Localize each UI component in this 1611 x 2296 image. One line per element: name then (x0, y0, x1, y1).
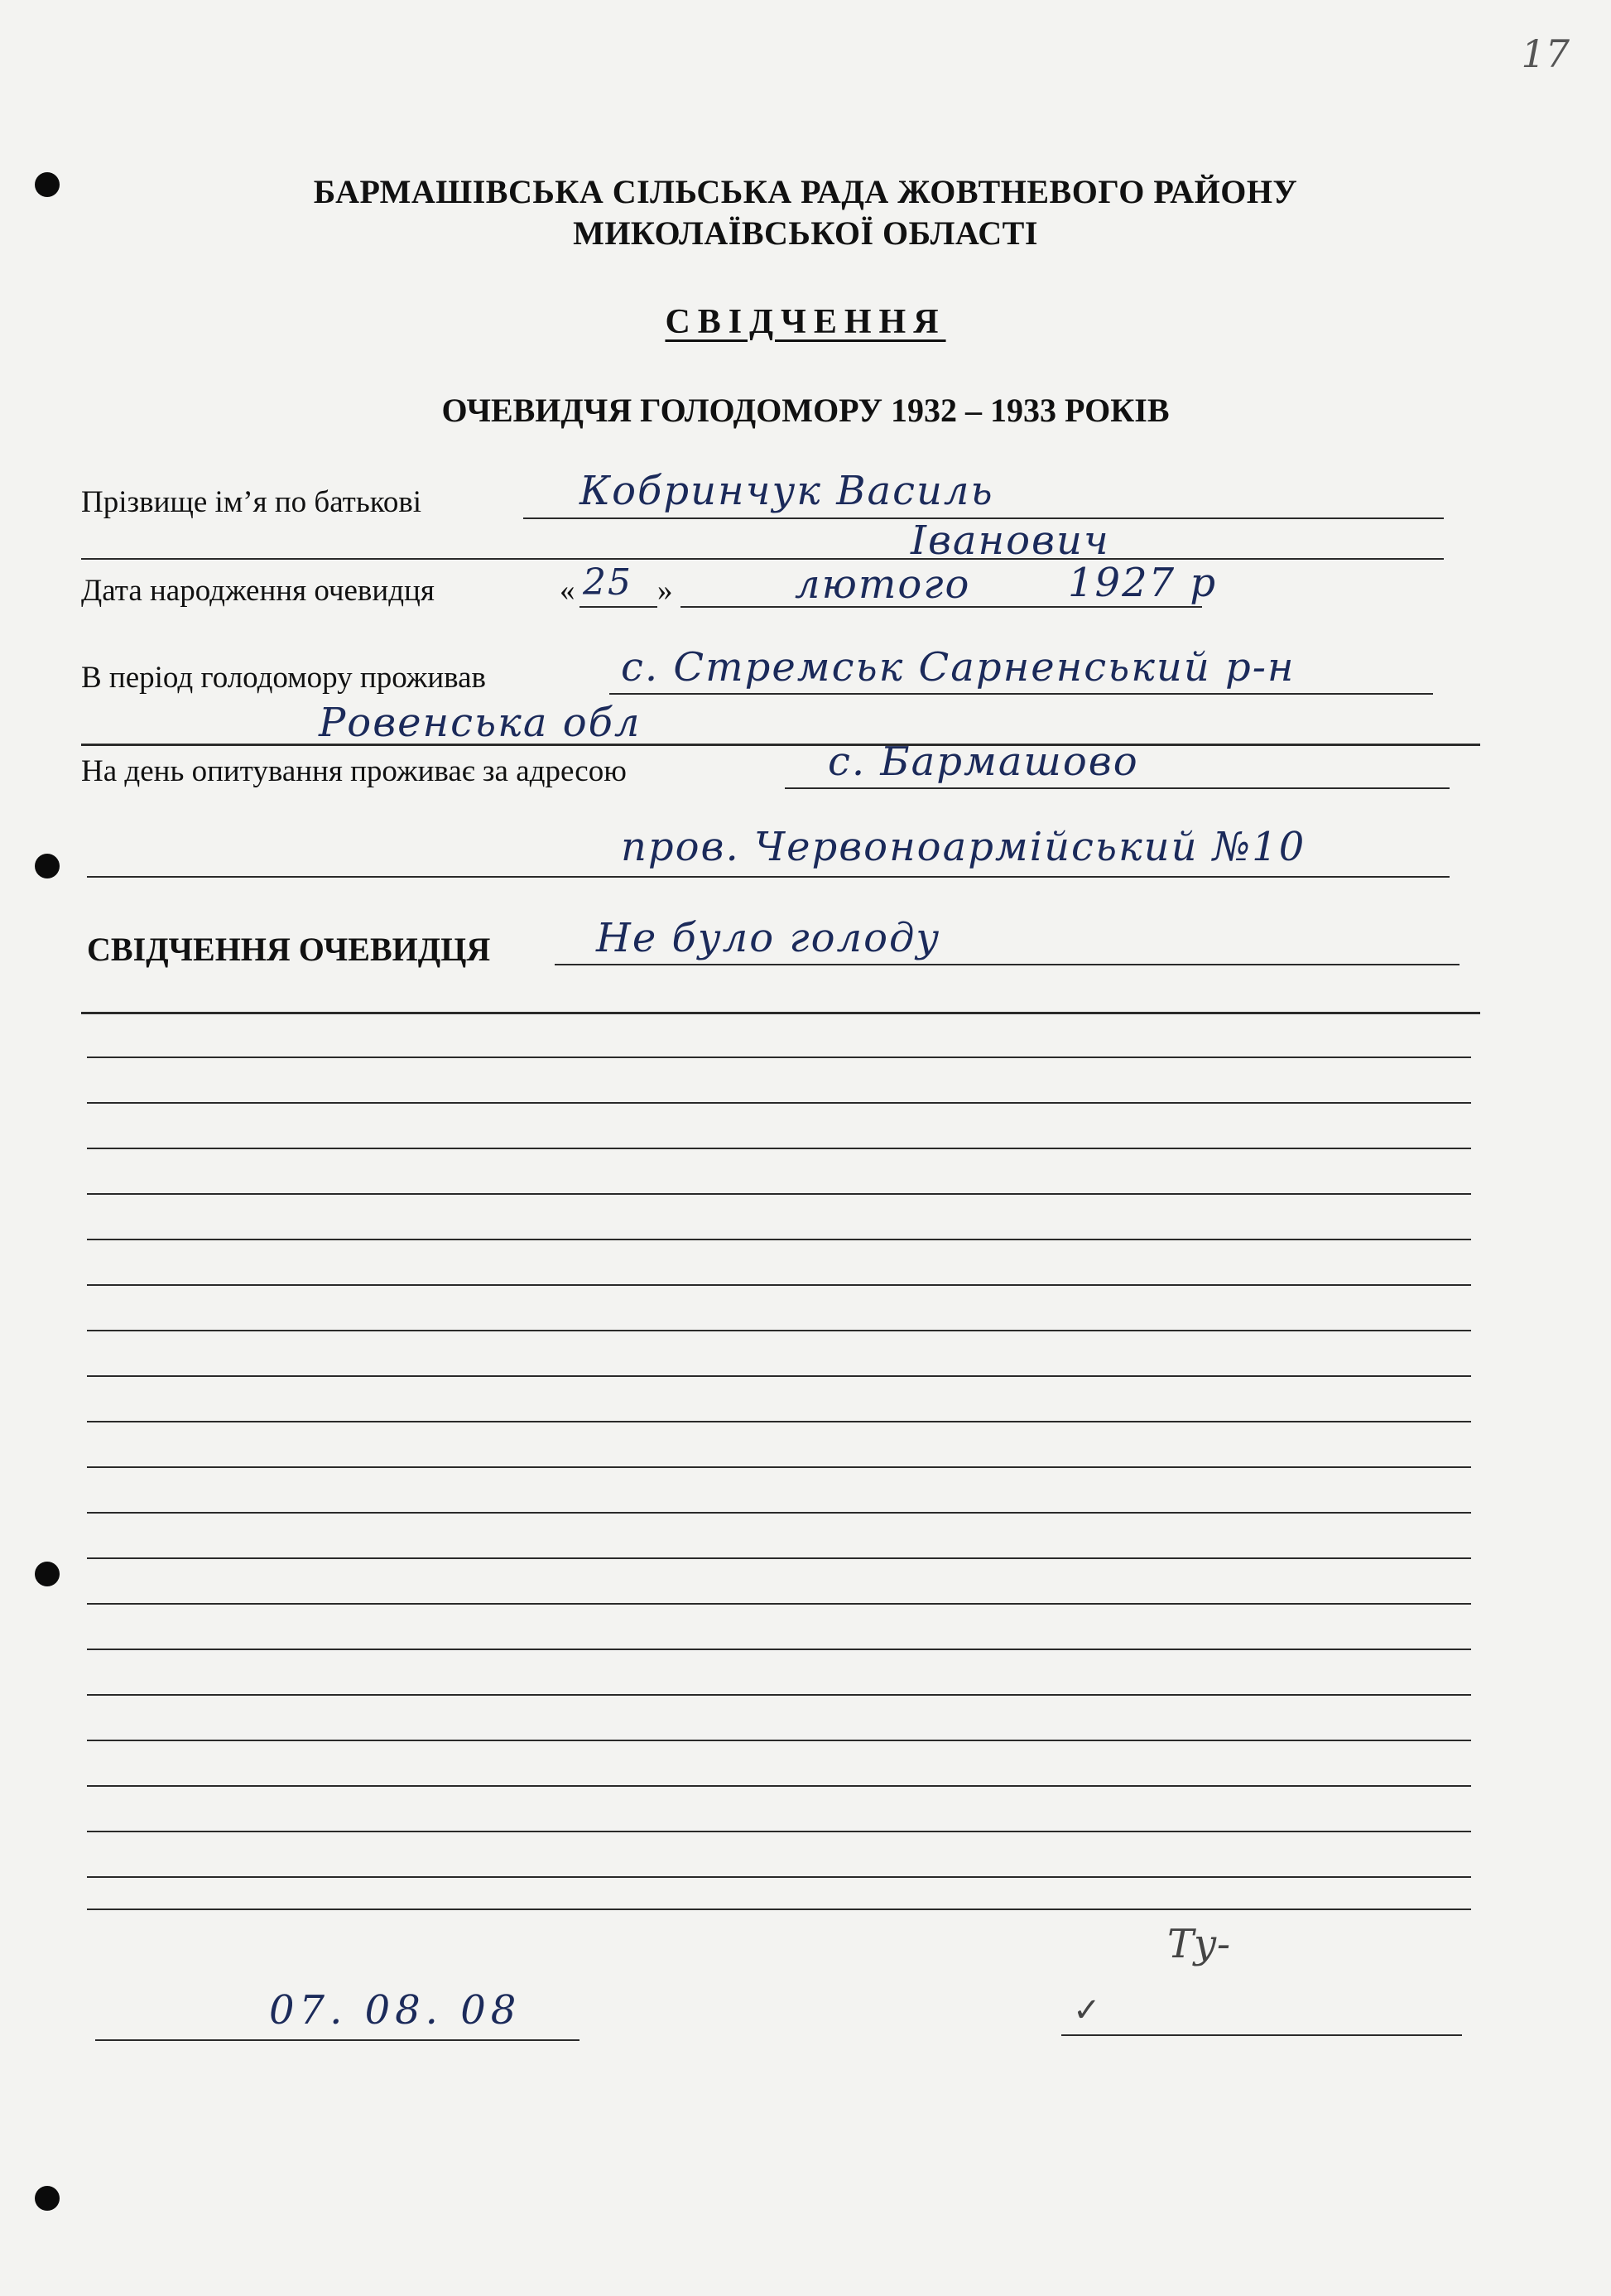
testimony-label: СВІДЧЕННЯ ОЧЕВИДЦЯ (87, 931, 491, 968)
residence-period-label: В період голодомору проживав (81, 661, 487, 695)
birth-day-line (579, 606, 657, 608)
current-address-value-1: с. Бармашово (828, 739, 1139, 785)
footer-signature-line (1061, 2034, 1462, 2036)
punch-hole (35, 2186, 60, 2211)
birth-year-value: 1927 р (1068, 560, 1218, 606)
ruled-line (87, 1740, 1471, 1741)
name-value-1: Кобринчук Василь (579, 468, 994, 514)
ruled-line (87, 1512, 1471, 1514)
birth-month-value: лютого (795, 561, 971, 608)
header-line-2: МИКОЛАЇВСЬКОЇ ОБЛАСТІ (573, 214, 1038, 252)
footer-date-line (95, 2039, 579, 2041)
ruled-line (87, 1102, 1471, 1104)
testimony-line (555, 964, 1460, 965)
ruled-line (87, 1831, 1471, 1832)
name-value-2: Іванович (911, 517, 1110, 564)
footer-date-value: 07. 08. 08 (269, 1987, 522, 2034)
ruled-line (87, 1057, 1471, 1058)
birth-day-value: 25 (583, 561, 632, 604)
checkmark-icon: ✓ (1073, 1991, 1101, 2029)
ruled-line (87, 1421, 1471, 1422)
name-line-2 (81, 558, 1444, 560)
residence-period-line-2 (81, 744, 1480, 746)
ruled-line (87, 1193, 1471, 1195)
ruled-line (87, 1785, 1471, 1787)
current-address-line (785, 787, 1450, 789)
punch-hole (35, 1562, 60, 1586)
ruled-line (87, 1330, 1471, 1331)
current-address-line-2 (87, 876, 1450, 878)
page-number: 17 (1521, 31, 1570, 76)
header-line-1: БАРМАШІВСЬКА СІЛЬСЬКА РАДА ЖОВТНЕВОГО РАЙОНУ (313, 173, 1298, 210)
testimony-value: Не було голоду (596, 915, 941, 961)
document-title: СВІДЧЕННЯ (665, 303, 946, 341)
signature: Ту- (1167, 1921, 1231, 1967)
ruled-line (87, 1603, 1471, 1605)
ruled-line (87, 1284, 1471, 1286)
ruled-line (87, 1148, 1471, 1149)
ruled-line (87, 1466, 1471, 1468)
ruled-line (87, 1649, 1471, 1650)
birth-close-quote: » (657, 574, 673, 608)
birth-open-quote: « (560, 574, 575, 608)
document-subtitle: ОЧЕВИДЧЯ ГОЛОДОМОРУ 1932 – 1933 РОКІВ (441, 392, 1170, 429)
birth-label: Дата народження очевидця (81, 574, 435, 608)
residence-period-line (609, 693, 1433, 695)
ruled-line (87, 1909, 1471, 1910)
residence-period-value-2: Ровенська обл (319, 700, 642, 746)
ruled-line (87, 1876, 1471, 1878)
current-address-value-2: пров. Червоноармійський №10 (621, 824, 1306, 870)
residence-period-value-1: с. Стремськ Сарненський р-н (621, 644, 1296, 691)
ruled-line (87, 1375, 1471, 1377)
ruled-line (87, 1694, 1471, 1696)
punch-hole (35, 854, 60, 878)
name-label: Прізвище ім’я по батькові (81, 485, 422, 519)
ruled-line (87, 1239, 1471, 1240)
ruled-line (87, 1557, 1471, 1559)
ruled-line (81, 1012, 1480, 1014)
current-address-label: На день опитування проживає за адресою (81, 754, 627, 788)
